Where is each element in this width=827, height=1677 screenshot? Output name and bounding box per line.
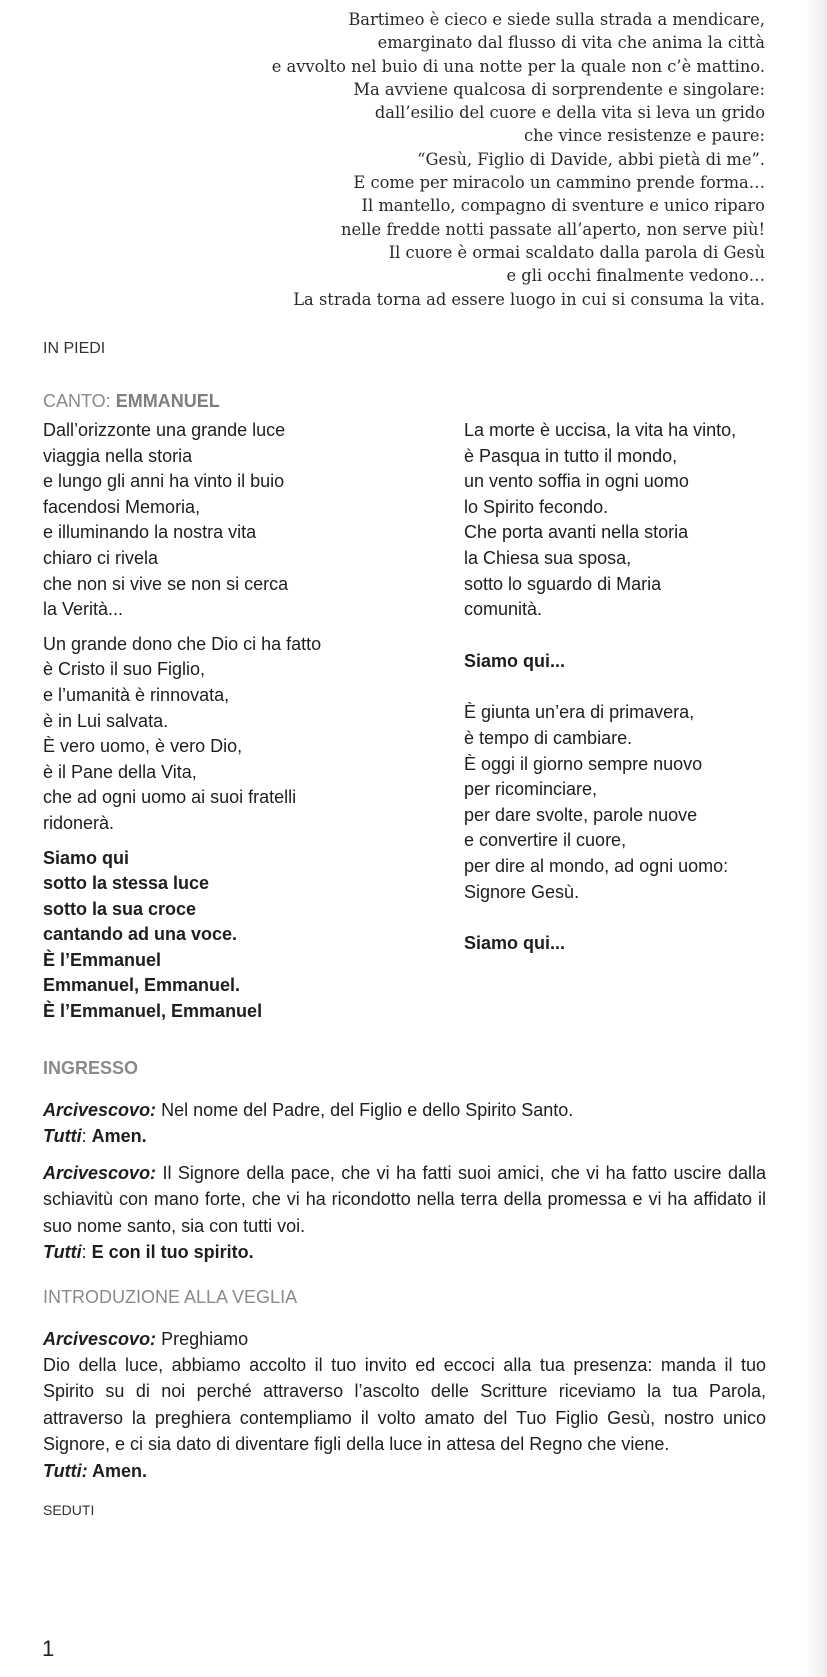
refrain-line: È l’Emmanuel bbox=[43, 949, 162, 970]
song-stanza-1 bbox=[43, 418, 403, 623]
colon: : bbox=[81, 1242, 92, 1262]
song-column-right bbox=[464, 418, 804, 957]
ingresso-response-2 bbox=[43, 1239, 766, 1265]
refrain-line: È l’Emmanuel, Emmanuel bbox=[43, 1001, 263, 1022]
song-line: lo Spirito fecondo. bbox=[464, 496, 609, 517]
song-line: è Cristo il suo Figlio, bbox=[43, 659, 206, 680]
introduzione-title: INTRODUZIONE ALLA VEGLIA bbox=[43, 1287, 298, 1307]
blessing-text: Il Signore della pace, che vi ha fatti suoi amici, che vi ha fatto uscire dalla schiavitù con mano forte, che vi ha ricondotto nella terra della promessa e vi ha affidato il suo nome santo, sia con tutti voi. bbox=[43, 1163, 766, 1236]
refrain-reference-1: Siamo qui... bbox=[464, 650, 566, 671]
intro-poem-line: Il mantello, compagno di sventure e unico riparo bbox=[361, 196, 765, 216]
song-line: per ricominciare, bbox=[464, 779, 598, 800]
introduzione-prayer: Dio della luce, abbiamo accolto il tuo invito ed eccoci alla tua presenza: manda il tuo Spirito su di noi perché attraverso l’ascolto delle Scritture riceviamo la tua Parola, attraverso la preghiera contempliamo il volto amato del Tuo Figlio Gesù, nostro unico Signore, e ci sia dato di diventare figli della luce in attesa del Regno che viene. bbox=[43, 1355, 766, 1454]
response-text: Amen. bbox=[91, 1126, 147, 1147]
song-line: È giunta un’era di primavera, bbox=[464, 702, 695, 723]
song-line: sotto lo sguardo di Maria bbox=[464, 573, 662, 594]
song-line: per dare svolte, parole nuove bbox=[464, 804, 698, 825]
speaker-text: Preghiamo bbox=[156, 1329, 249, 1349]
song-title: EMMANUEL bbox=[115, 391, 220, 411]
intro-poem-line: “Gesù, Figlio di Davide, abbi pietà di me”. bbox=[417, 149, 765, 169]
ingresso-greeting bbox=[43, 1097, 766, 1150]
intro-poem-line: e gli occhi finalmente vedono… bbox=[506, 266, 765, 286]
ingresso-blessing bbox=[43, 1160, 766, 1239]
song-line: la Chiesa sua sposa, bbox=[464, 547, 632, 568]
song-line: comunità. bbox=[464, 599, 543, 620]
song-line: Signore Gesù. bbox=[464, 881, 580, 902]
ingresso-title: INGRESSO bbox=[43, 1058, 139, 1078]
song-line: È vero uomo, è vero Dio, bbox=[43, 736, 243, 757]
song-line: che ad ogni uomo ai suoi fratelli bbox=[43, 787, 297, 808]
speaker-arcivescovo: Arcivescovo: bbox=[43, 1329, 157, 1349]
refrain-line: sotto la sua croce bbox=[43, 898, 197, 919]
rubric-seduti: SEDUTI bbox=[43, 1502, 95, 1518]
speaker-arcivescovo: Arcivescovo: bbox=[43, 1163, 157, 1183]
intro-poem-line: Ma avviene qualcosa di sorprendente e singolare: bbox=[353, 79, 765, 99]
intro-poem bbox=[205, 8, 765, 311]
song-line: Dall’orizzonte una grande luce bbox=[43, 420, 286, 440]
intro-poem-line: nelle fredde notti passate all’aperto, non serve più! bbox=[340, 219, 765, 239]
song-line: È oggi il giorno sempre nuovo bbox=[464, 753, 703, 774]
refrain-line: Emmanuel, Emmanuel. bbox=[43, 975, 241, 996]
song-stanza-4 bbox=[464, 700, 804, 905]
speaker-tutti: Tutti bbox=[43, 1126, 82, 1147]
song-stanza-2 bbox=[43, 632, 403, 837]
song-stanza-3 bbox=[464, 418, 804, 623]
intro-poem-line: Il cuore è ormai scaldato dalla parola di Gesù bbox=[388, 242, 765, 262]
song-line: Che porta avanti nella storia bbox=[464, 522, 689, 543]
intro-poem-line: e avvolto nel buio di una notte per la quale non c’è mattino. bbox=[271, 56, 765, 76]
song-label: CANTO: bbox=[43, 391, 111, 411]
rubric-in-piedi: IN PIEDI bbox=[43, 340, 106, 357]
song-line: Un grande dono che Dio ci ha fatto bbox=[43, 633, 322, 654]
colon: : bbox=[81, 1126, 92, 1147]
intro-poem-line: La strada torna ad essere luogo in cui si consuma la vita. bbox=[293, 289, 765, 309]
intro-poem-line: E come per miracolo un cammino prende forma… bbox=[353, 173, 765, 193]
refrain-line: Siamo qui bbox=[43, 847, 130, 868]
intro-poem-line: dall’esilio del cuore e della vita si leva un grido bbox=[374, 103, 765, 123]
speaker-arcivescovo: Arcivescovo: bbox=[43, 1100, 157, 1120]
song-line: è il Pane della Vita, bbox=[43, 761, 197, 782]
speaker-tutti: Tutti bbox=[43, 1242, 82, 1262]
song-line: chiaro ci rivela bbox=[43, 547, 159, 568]
song-line: la Verità... bbox=[43, 599, 124, 620]
song-line: è Pasqua in tutto il mondo, bbox=[464, 445, 678, 466]
song-line: che non si vive se non si cerca bbox=[43, 573, 289, 594]
response-text: E con il tuo spirito. bbox=[91, 1242, 254, 1262]
intro-poem-line: emarginato dal flusso di vita che anima la città bbox=[377, 33, 765, 53]
refrain-line: sotto la stessa luce bbox=[43, 873, 210, 894]
page-number: 1 bbox=[42, 1636, 55, 1661]
response-text: Amen. bbox=[87, 1461, 147, 1481]
song-line: un vento soffia in ogni uomo bbox=[464, 471, 689, 492]
song-line: facendosi Memoria, bbox=[43, 496, 201, 517]
song-line: è tempo di cambiare. bbox=[464, 727, 633, 748]
song-column-left bbox=[43, 418, 403, 1034]
introduzione-response bbox=[43, 1458, 766, 1484]
song-refrain bbox=[43, 846, 403, 1025]
refrain-line: cantando ad una voce. bbox=[43, 924, 238, 945]
song-line: è in Lui salvata. bbox=[43, 710, 169, 731]
song-line: e convertire il cuore, bbox=[464, 830, 627, 851]
song-line: e l’umanità è rinnovata, bbox=[43, 684, 230, 705]
song-line: ridonerà. bbox=[43, 812, 115, 833]
song-line: e illuminando la nostra vita bbox=[43, 522, 257, 543]
song-line: La morte è uccisa, la vita ha vinto, bbox=[464, 420, 737, 440]
page-edge-shadow bbox=[805, 0, 827, 1677]
song-heading bbox=[43, 391, 220, 412]
speaker-tutti: Tutti: bbox=[43, 1461, 88, 1481]
greeting-text: Nel nome del Padre, del Figlio e dello Spirito Santo. bbox=[156, 1100, 574, 1120]
refrain-reference-2: Siamo qui... bbox=[464, 933, 566, 954]
intro-poem-line: che vince resistenze e paure: bbox=[524, 126, 765, 146]
song-line: e lungo gli anni ha vinto il buio bbox=[43, 471, 285, 492]
song-line: per dire al mondo, ad ogni uomo: bbox=[464, 855, 729, 876]
introduzione-speaker-line bbox=[43, 1326, 766, 1352]
intro-poem-line: Bartimeo è cieco e siede sulla strada a mendicare, bbox=[348, 10, 765, 29]
song-line: viaggia nella storia bbox=[43, 445, 193, 466]
